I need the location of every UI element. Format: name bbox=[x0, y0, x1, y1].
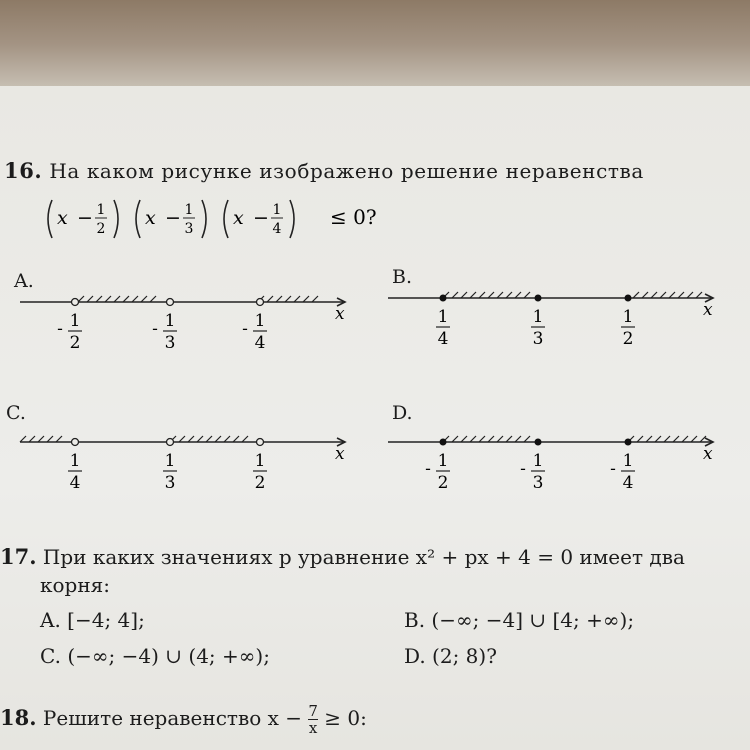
tick-numerator: 1 bbox=[254, 451, 266, 471]
tick-numerator: 1 bbox=[164, 311, 176, 331]
hatch-mark bbox=[655, 436, 661, 442]
question-number: 17. bbox=[0, 544, 37, 569]
number-line-d[interactable] bbox=[388, 418, 728, 502]
hatch-mark bbox=[673, 436, 679, 442]
right-paren bbox=[114, 200, 118, 238]
number-line-b[interactable] bbox=[388, 274, 728, 358]
hatch-mark bbox=[20, 436, 26, 442]
hatch-mark bbox=[312, 296, 318, 302]
open-point bbox=[72, 439, 79, 446]
axis-label: x bbox=[335, 304, 345, 324]
hatch-mark bbox=[515, 436, 521, 442]
hatch-mark bbox=[479, 292, 485, 298]
answer-value: [−4; 4]; bbox=[67, 608, 145, 632]
tick-numerator: 1 bbox=[622, 451, 634, 471]
hatch-mark bbox=[114, 296, 120, 302]
hatch-mark bbox=[452, 436, 458, 442]
question-number: 18. bbox=[0, 705, 37, 730]
hatch-mark bbox=[215, 436, 221, 442]
hatch-mark bbox=[515, 292, 521, 298]
question-relation: ≥ 0: bbox=[324, 706, 367, 730]
tick-numerator: 1 bbox=[622, 307, 634, 327]
factor-operator: − bbox=[77, 207, 93, 229]
hatch-mark bbox=[651, 292, 657, 298]
open-point bbox=[167, 439, 174, 446]
hatch-mark bbox=[29, 436, 35, 442]
filled-point bbox=[440, 439, 447, 446]
hatch-mark bbox=[691, 436, 697, 442]
factor-numerator: 1 bbox=[96, 202, 106, 218]
tick-numerator: 1 bbox=[437, 451, 449, 471]
right-paren bbox=[202, 200, 206, 238]
hatch-mark bbox=[206, 436, 212, 442]
left-paren bbox=[48, 200, 52, 238]
hatch-mark bbox=[452, 292, 458, 298]
hatch-mark bbox=[47, 436, 53, 442]
filled-point bbox=[535, 439, 542, 446]
number-line-c[interactable] bbox=[20, 418, 360, 502]
tick-minus: - bbox=[152, 319, 158, 339]
hatch-mark bbox=[179, 436, 185, 442]
answer-label: A. bbox=[40, 608, 61, 632]
factor-denominator: 4 bbox=[272, 221, 282, 237]
hatch-mark bbox=[488, 292, 494, 298]
tick-minus: - bbox=[57, 319, 63, 339]
hatch-mark bbox=[96, 296, 102, 302]
hatch-mark bbox=[56, 436, 62, 442]
answer-a[interactable] bbox=[40, 608, 145, 632]
answer-label: D. bbox=[404, 644, 426, 668]
answer-label: C. bbox=[40, 644, 61, 668]
factor-denominator: 2 bbox=[96, 221, 106, 237]
answer-value: (−∞; −4) ∪ (4; +∞); bbox=[67, 644, 270, 668]
hatch-mark bbox=[87, 296, 93, 302]
hatch-mark bbox=[700, 436, 706, 442]
fraction-denominator: x bbox=[308, 719, 318, 737]
tick-numerator: 1 bbox=[532, 451, 544, 471]
hatch-mark bbox=[479, 436, 485, 442]
hatch-mark bbox=[524, 292, 530, 298]
hatch-mark bbox=[267, 296, 273, 302]
hatch-mark bbox=[678, 292, 684, 298]
hatch-mark bbox=[224, 436, 230, 442]
option-b-label[interactable]: B. bbox=[392, 266, 413, 288]
answer-value: (−∞; −4] ∪ [4; +∞); bbox=[431, 608, 635, 632]
question-16 bbox=[4, 158, 644, 183]
tick-denominator: 4 bbox=[622, 473, 634, 493]
hatch-mark bbox=[188, 436, 194, 442]
tick-numerator: 1 bbox=[254, 311, 266, 331]
answer-label: B. bbox=[404, 608, 426, 632]
option-a-label[interactable]: A. bbox=[14, 270, 34, 292]
tick-numerator: 1 bbox=[437, 307, 449, 327]
hatch-mark bbox=[285, 296, 291, 302]
tick-denominator: 3 bbox=[164, 333, 176, 353]
tick-minus: - bbox=[425, 459, 431, 479]
fraction-seven-over-x bbox=[308, 703, 318, 736]
option-c-label[interactable]: C. bbox=[6, 402, 26, 424]
filled-point bbox=[625, 295, 632, 302]
tick-minus: - bbox=[610, 459, 616, 479]
hatch-mark bbox=[461, 436, 467, 442]
factor-numerator: 1 bbox=[272, 202, 282, 218]
question-text: Решите неравенство x − bbox=[42, 706, 303, 730]
axis-label: x bbox=[335, 444, 345, 464]
fraction-numerator: 7 bbox=[308, 702, 318, 720]
hatch-mark bbox=[524, 436, 530, 442]
question-17 bbox=[0, 544, 685, 569]
hatch-mark bbox=[276, 296, 282, 302]
tick-denominator: 2 bbox=[254, 473, 266, 493]
tick-minus: - bbox=[520, 459, 526, 479]
hatch-mark bbox=[123, 296, 129, 302]
tick-denominator: 4 bbox=[69, 473, 81, 493]
number-line-a[interactable] bbox=[20, 280, 360, 360]
question-18 bbox=[0, 703, 367, 736]
question-number: 16. bbox=[4, 158, 43, 183]
open-point bbox=[167, 299, 174, 306]
factor-variable: x bbox=[145, 207, 156, 229]
factor-denominator: 3 bbox=[184, 221, 194, 237]
axis-label: x bbox=[703, 300, 713, 320]
tick-numerator: 1 bbox=[69, 311, 81, 331]
hatch-mark bbox=[470, 436, 476, 442]
filled-point bbox=[625, 439, 632, 446]
hatch-mark bbox=[506, 292, 512, 298]
left-paren bbox=[224, 200, 228, 238]
factor-operator: − bbox=[253, 207, 269, 229]
hatch-mark bbox=[664, 436, 670, 442]
hatch-mark bbox=[105, 296, 111, 302]
tick-denominator: 4 bbox=[437, 329, 449, 349]
filled-point bbox=[535, 295, 542, 302]
tick-numerator: 1 bbox=[164, 451, 176, 471]
hatch-mark bbox=[470, 292, 476, 298]
hatch-mark bbox=[461, 292, 467, 298]
tick-minus: - bbox=[242, 319, 248, 339]
left-paren bbox=[136, 200, 140, 238]
answer-d[interactable] bbox=[404, 644, 497, 668]
question-17-line2: корня: bbox=[40, 573, 111, 597]
tick-denominator: 2 bbox=[622, 329, 634, 349]
hatch-mark bbox=[682, 436, 688, 442]
open-point bbox=[72, 299, 79, 306]
inequality-formula bbox=[40, 196, 377, 246]
hatch-mark bbox=[506, 436, 512, 442]
tick-denominator: 2 bbox=[69, 333, 81, 353]
hatch-mark bbox=[294, 296, 300, 302]
factor-numerator: 1 bbox=[184, 202, 194, 218]
hatch-mark bbox=[303, 296, 309, 302]
inequality-svg bbox=[40, 196, 377, 242]
hatch-mark bbox=[696, 292, 702, 298]
tick-numerator: 1 bbox=[532, 307, 544, 327]
hatch-mark bbox=[497, 292, 503, 298]
tick-denominator: 2 bbox=[437, 473, 449, 493]
factor-variable: x bbox=[57, 207, 68, 229]
hatch-mark bbox=[488, 436, 494, 442]
hatch-mark bbox=[197, 436, 203, 442]
answer-b[interactable] bbox=[404, 608, 634, 632]
hatch-mark bbox=[497, 436, 503, 442]
hatch-mark bbox=[660, 292, 666, 298]
factor-variable: x bbox=[233, 207, 244, 229]
hatch-mark bbox=[669, 292, 675, 298]
answer-value: (2; 8)? bbox=[432, 644, 497, 668]
hatch-mark bbox=[637, 436, 643, 442]
question-text: На каком рисунке изображено решение неравенства bbox=[49, 159, 644, 183]
hatch-mark bbox=[233, 436, 239, 442]
hatch-mark bbox=[141, 296, 147, 302]
tick-numerator: 1 bbox=[69, 451, 81, 471]
hatch-mark bbox=[150, 296, 156, 302]
inequality-relation: ≤ 0? bbox=[330, 205, 377, 229]
hatch-mark bbox=[38, 436, 44, 442]
question-text: При каких значениях p уравнение x² + px + 4 = 0 имеет два bbox=[42, 545, 685, 569]
tick-denominator: 3 bbox=[532, 329, 544, 349]
answer-c[interactable] bbox=[40, 644, 270, 668]
open-point bbox=[257, 439, 264, 446]
option-d-label[interactable]: D. bbox=[392, 402, 413, 424]
tick-denominator: 3 bbox=[164, 473, 176, 493]
factor-operator: − bbox=[165, 207, 181, 229]
hatch-mark bbox=[687, 292, 693, 298]
filled-point bbox=[440, 295, 447, 302]
hatch-mark bbox=[642, 292, 648, 298]
axis-label: x bbox=[703, 444, 713, 464]
hatch-mark bbox=[633, 292, 639, 298]
right-paren bbox=[290, 200, 294, 238]
tick-denominator: 4 bbox=[254, 333, 266, 353]
hatch-mark bbox=[132, 296, 138, 302]
hatch-mark bbox=[646, 436, 652, 442]
open-point bbox=[257, 299, 264, 306]
tick-denominator: 3 bbox=[532, 473, 544, 493]
hatch-mark bbox=[242, 436, 248, 442]
